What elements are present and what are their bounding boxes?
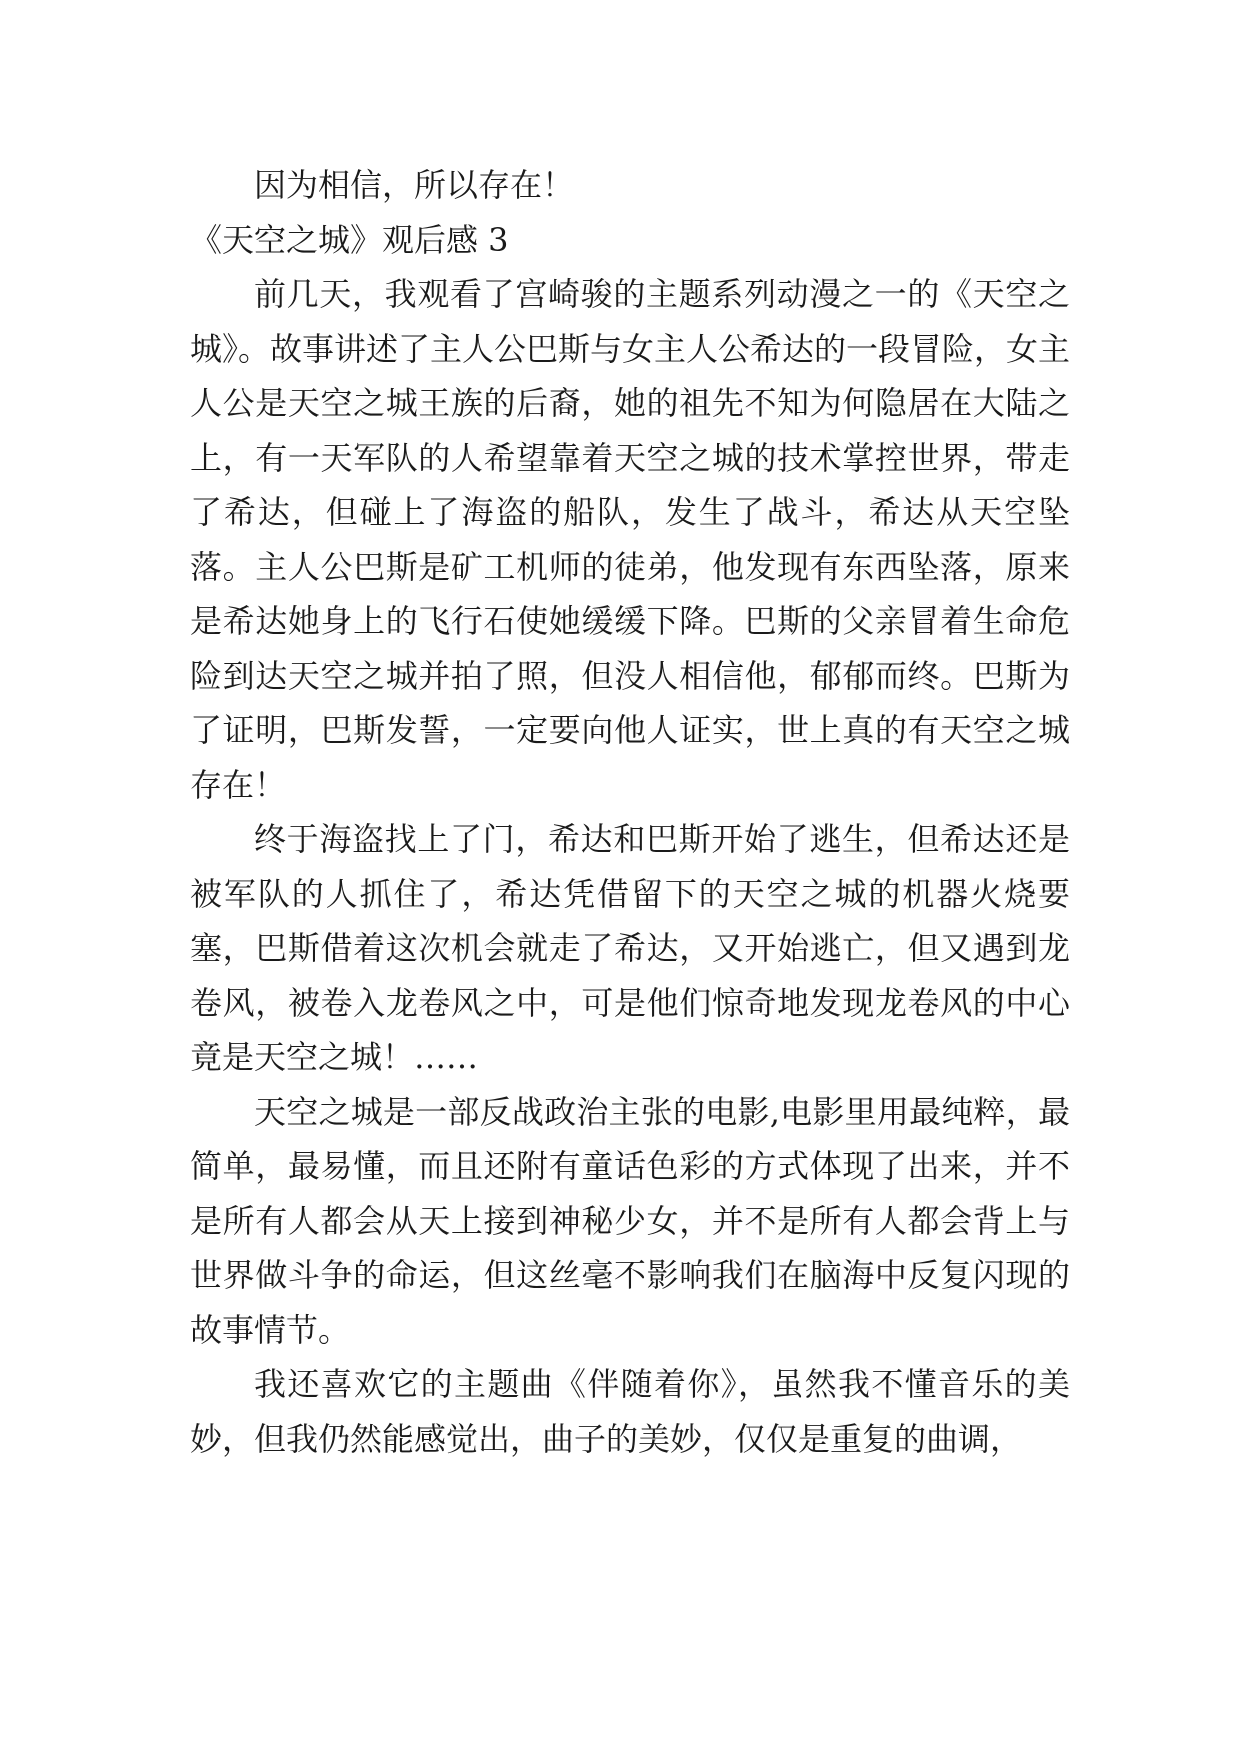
paragraph: 天空之城是一部反战政治主张的电影,电影里用最纯粹，最简单，最易懂，而且还附有童话色彩的方式体现了出来，并不是所有人都会从天上接到神秘少女，并不是所有人都会背上与世界做斗争的命运，但这丝毫不影响我们在脑海中反复闪现的故事情节。 (190, 1092, 1070, 1349)
paragraph: 终于海盗找上了门，希达和巴斯开始了逃生，但希达还是被军队的人抓住了，希达凭借留下的天空之城的机器火烧要塞，巴斯借着这次机会就走了希达，又开始逃亡，但又遇到龙卷风，被卷入龙卷风之中，可是他们惊奇地发现龙卷风的中心竟是天空之城！…… (190, 820, 1070, 1076)
opening-line: 因为相信，所以存在！ (254, 166, 575, 204)
paragraph: 我还喜欢它的主题曲《伴随着你》，虽然我不懂音乐的美妙，但我仍然能感觉出，曲子的美妙，仅仅是重复的曲调， (190, 1365, 1070, 1458)
document-body (190, 158, 1070, 1466)
section-heading: 《天空之城》观后感 3 (190, 220, 509, 259)
paragraph: 前几天，我观看了宫崎骏的主题系列动漫之一的《天空之城》。故事讲述了主人公巴斯与女主人公希达的一段冒险，女主人公是天空之城王族的后裔，她的祖先不知为何隐居在大陆之上，有一天军队的人希望靠着天空之城的技术掌控世界，带走了希达，但碰上了海盗的船队，发生了战斗，希达从天空坠落。主人公巴斯是矿工机师的徒弟，他发现有东西坠落，原来是希达她身上的飞行石使她缓缓下降。巴斯的父亲冒着生命危险到达天空之城并拍了照，但没人相信他，郁郁而终。巴斯为了证明，巴斯发誓，一定要向他人证实，世上真的有天空之城存在！ (190, 275, 1071, 804)
